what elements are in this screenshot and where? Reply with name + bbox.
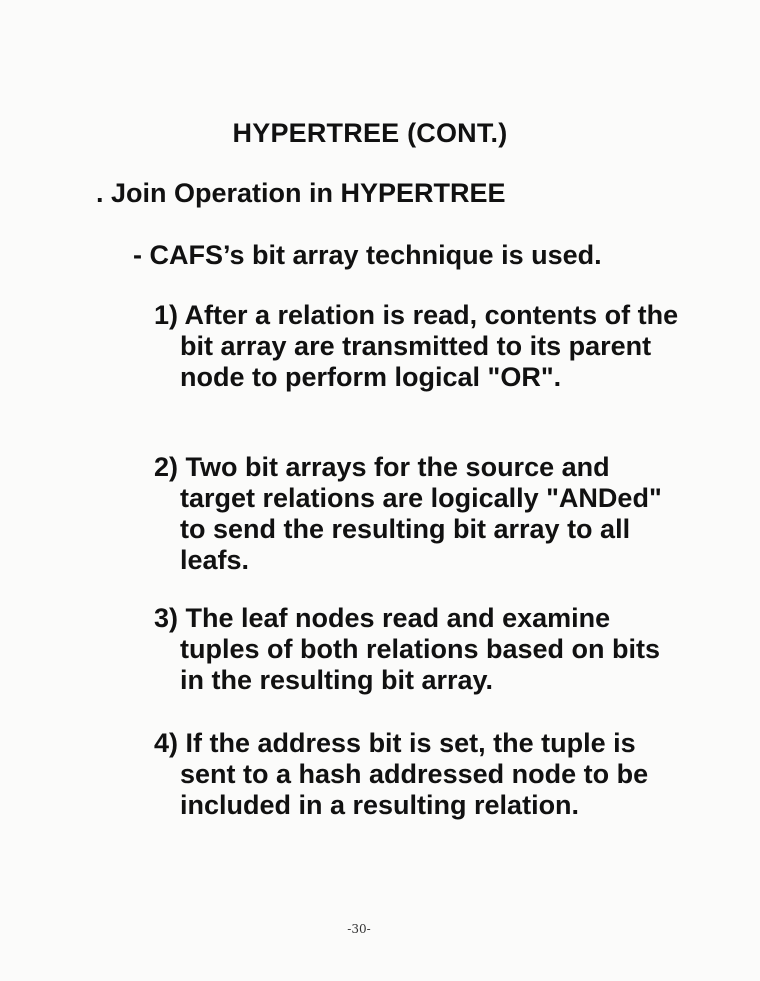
list-item: 1) After a relation is read, contents of the bit array are transmitted to its parent node to perform logical "OR". <box>154 300 679 392</box>
list-item: 2) Two bit arrays for the source and target relations are logically "ANDed" to send the resulting bit array to all leafs. <box>154 452 662 575</box>
page-number: -30- <box>347 922 371 936</box>
list-item: 3) The leaf nodes read and examine tuples of both relations based on bits in the resulting bit array. <box>154 603 661 695</box>
list-item: 4) If the address bit is set, the tuple is sent to a hash addressed node to be included in a resulting relation. <box>154 728 649 820</box>
section-heading: . Join Operation in HYPERTREE <box>96 178 506 208</box>
subpoint: - CAFS’s bit array technique is used. <box>133 240 602 270</box>
page-title: HYPERTREE (CONT.) <box>232 118 508 148</box>
